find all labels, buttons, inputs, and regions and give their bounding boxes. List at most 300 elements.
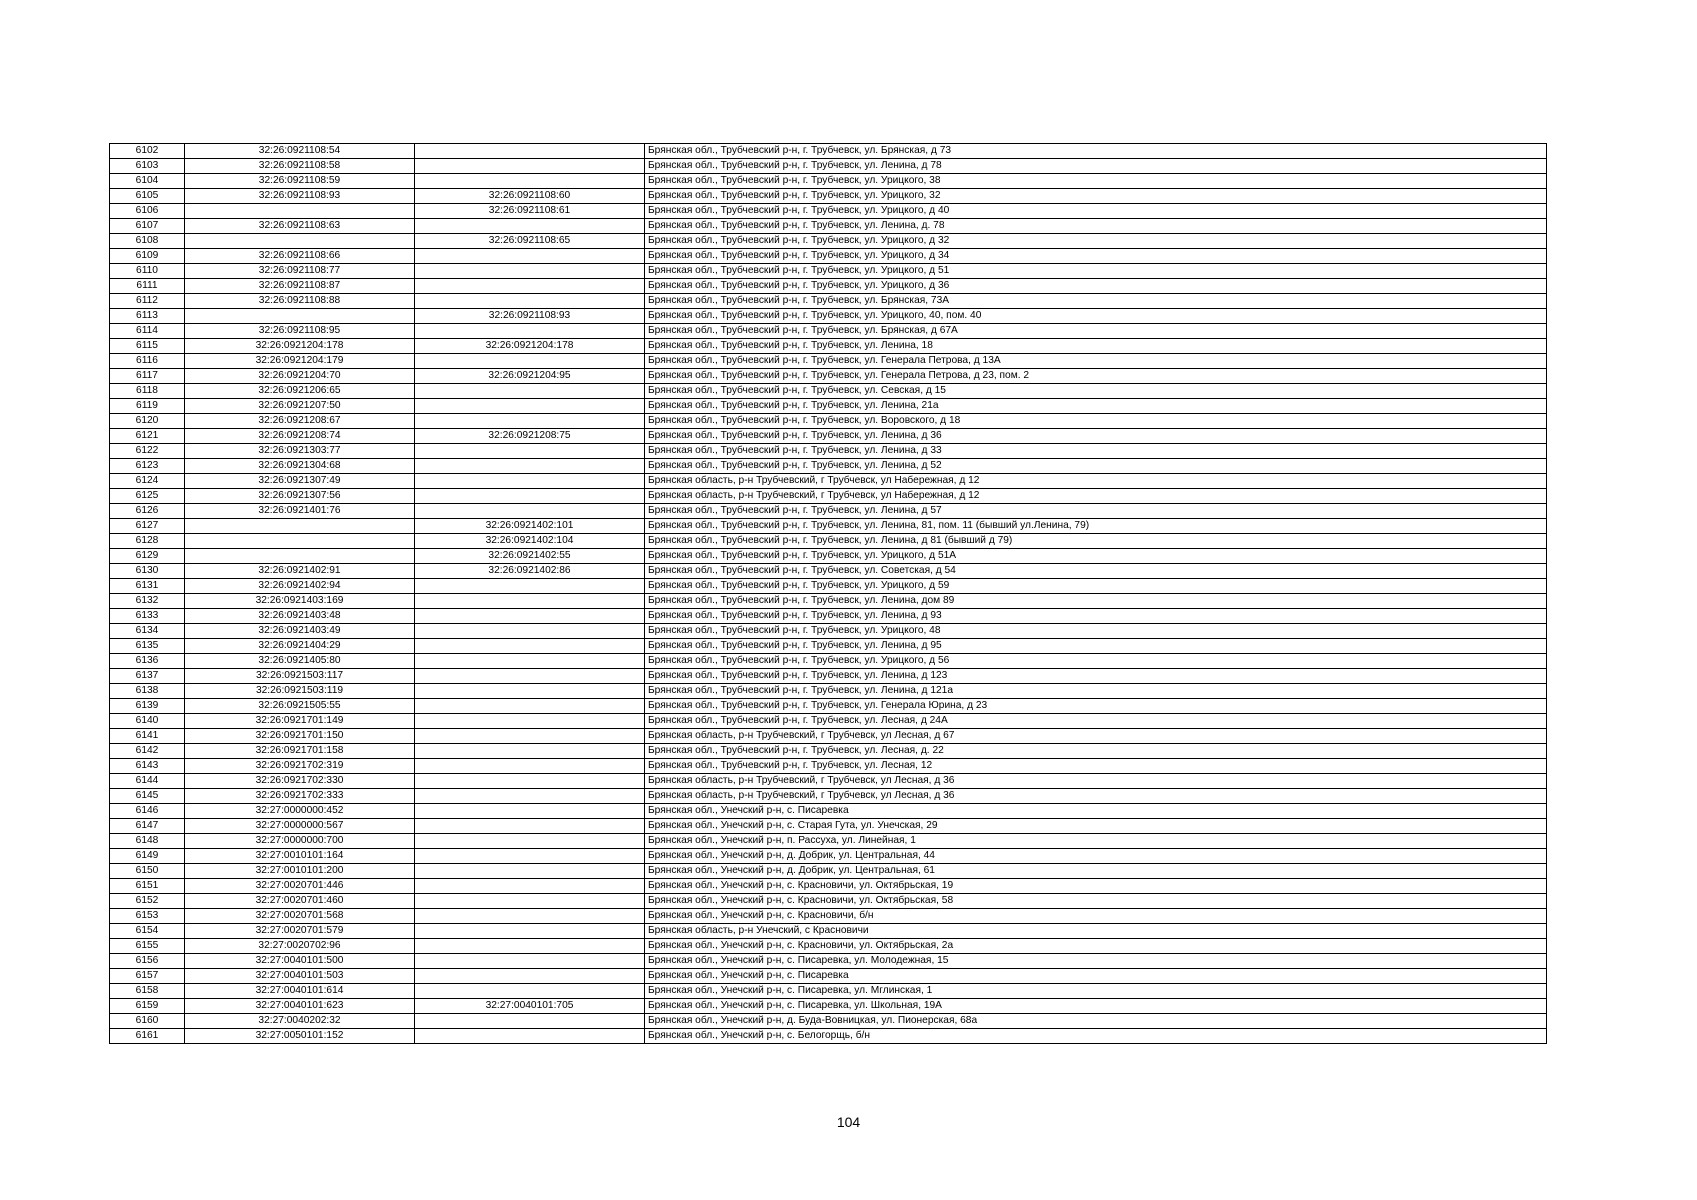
cadastral-number-cell: 32:27:0010101:200 (185, 864, 415, 879)
related-cadastral-number-cell (415, 609, 645, 624)
table-row (110, 159, 1547, 174)
related-cadastral-number-cell (415, 969, 645, 984)
row-number-cell: 6145 (110, 789, 185, 804)
address-cell: Брянская обл., Трубчевский р-н, г. Трубчевск, ул. Урицкого, д 36 (645, 279, 1547, 294)
cadastral-number-cell: 32:27:0040101:503 (185, 969, 415, 984)
row-number-cell: 6111 (110, 279, 185, 294)
address-cell: Брянская обл., Трубчевский р-н, г. Трубчевск, ул. Урицкого, 38 (645, 174, 1547, 189)
address-cell: Брянская обл., Трубчевский р-н, г. Трубчевск, ул. Ленина, д 121а (645, 684, 1547, 699)
cadastral-number-cell: 32:27:0000000:567 (185, 819, 415, 834)
table-row (110, 1014, 1547, 1029)
table-row (110, 429, 1547, 444)
row-number-cell: 6130 (110, 564, 185, 579)
related-cadastral-number-cell (415, 819, 645, 834)
address-cell: Брянская обл., Унечский р-н, с. Писаревка, ул. Школьная, 19А (645, 999, 1547, 1014)
row-number-cell: 6152 (110, 894, 185, 909)
row-number-cell: 6122 (110, 444, 185, 459)
address-cell: Брянская обл., Трубчевский р-н, г. Трубчевск, ул. Ленина, 21а (645, 399, 1547, 414)
address-cell: Брянская область, р-н Трубчевский, г Трубчевск, ул Набережная, д 12 (645, 474, 1547, 489)
cadastral-number-cell: 32:26:0921108:87 (185, 279, 415, 294)
cadastral-number-cell: 32:26:0921401:76 (185, 504, 415, 519)
records-table-body (110, 144, 1547, 1044)
address-cell: Брянская обл., Трубчевский р-н, г. Трубчевск, ул. Севская, д 15 (645, 384, 1547, 399)
related-cadastral-number-cell (415, 804, 645, 819)
row-number-cell: 6131 (110, 579, 185, 594)
address-cell: Брянская обл., Трубчевский р-н, г. Трубчевск, ул. Урицкого, д 59 (645, 579, 1547, 594)
row-number-cell: 6146 (110, 804, 185, 819)
address-cell: Брянская обл., Трубчевский р-н, г. Трубчевск, ул. Ленина, д 93 (645, 609, 1547, 624)
address-cell: Брянская обл., Унечский р-н, с. Белогорщь, б/н (645, 1029, 1547, 1044)
related-cadastral-number-cell (415, 849, 645, 864)
row-number-cell: 6109 (110, 249, 185, 264)
row-number-cell: 6141 (110, 729, 185, 744)
related-cadastral-number-cell (415, 924, 645, 939)
row-number-cell: 6147 (110, 819, 185, 834)
cadastral-number-cell: 32:26:0921204:178 (185, 339, 415, 354)
related-cadastral-number-cell (415, 174, 645, 189)
address-cell: Брянская обл., Трубчевский р-н, г. Трубчевск, ул. Урицкого, д 51 (645, 264, 1547, 279)
related-cadastral-number-cell (415, 294, 645, 309)
row-number-cell: 6124 (110, 474, 185, 489)
cadastral-number-cell: 32:26:0921702:319 (185, 759, 415, 774)
row-number-cell: 6112 (110, 294, 185, 309)
table-row (110, 609, 1547, 624)
table-row (110, 999, 1547, 1014)
row-number-cell: 6149 (110, 849, 185, 864)
cadastral-number-cell: 32:26:0921702:330 (185, 774, 415, 789)
address-cell: Брянская обл., Трубчевский р-н, г. Трубчевск, ул. Урицкого, 48 (645, 624, 1547, 639)
page-number: 104 (836, 1114, 861, 1130)
table-row (110, 1029, 1547, 1044)
row-number-cell: 6126 (110, 504, 185, 519)
table-row (110, 249, 1547, 264)
address-cell: Брянская обл., Унечский р-н, с. Красновичи, ул. Октябрьская, 58 (645, 894, 1547, 909)
cadastral-number-cell: 32:27:0000000:452 (185, 804, 415, 819)
row-number-cell: 6159 (110, 999, 185, 1014)
table-row (110, 444, 1547, 459)
table-row (110, 354, 1547, 369)
cadastral-number-cell: 32:26:0921307:49 (185, 474, 415, 489)
related-cadastral-number-cell (415, 984, 645, 999)
related-cadastral-number-cell (415, 864, 645, 879)
cadastral-number-cell (185, 519, 415, 534)
table-row (110, 534, 1547, 549)
address-cell: Брянская обл., Трубчевский р-н, г. Трубчевск, ул. Урицкого, 32 (645, 189, 1547, 204)
address-cell: Брянская обл., Трубчевский р-н, г. Трубчевск, ул. Ленина, д 81 (бывший д 79) (645, 534, 1547, 549)
cadastral-number-cell: 32:26:0921108:93 (185, 189, 415, 204)
row-number-cell: 6160 (110, 1014, 185, 1029)
cadastral-number-cell: 32:27:0010101:164 (185, 849, 415, 864)
table-row (110, 339, 1547, 354)
cadastral-number-cell: 32:26:0921108:95 (185, 324, 415, 339)
address-cell: Брянская обл., Трубчевский р-н, г. Трубчевск, ул. Урицкого, д 40 (645, 204, 1547, 219)
cadastral-number-cell: 32:27:0020701:460 (185, 894, 415, 909)
related-cadastral-number-cell (415, 399, 645, 414)
row-number-cell: 6133 (110, 609, 185, 624)
table-row (110, 144, 1547, 159)
address-cell: Брянская область, р-н Трубчевский, г Трубчевск, ул Лесная, д 67 (645, 729, 1547, 744)
related-cadastral-number-cell (415, 459, 645, 474)
row-number-cell: 6138 (110, 684, 185, 699)
table-row (110, 624, 1547, 639)
row-number-cell: 6153 (110, 909, 185, 924)
address-cell: Брянская обл., Унечский р-н, с. Писаревка, ул. Молодежная, 15 (645, 954, 1547, 969)
row-number-cell: 6117 (110, 369, 185, 384)
table-row (110, 309, 1547, 324)
table-row (110, 729, 1547, 744)
related-cadastral-number-cell (415, 639, 645, 654)
related-cadastral-number-cell (415, 324, 645, 339)
row-number-cell: 6140 (110, 714, 185, 729)
row-number-cell: 6127 (110, 519, 185, 534)
cadastral-number-cell: 32:26:0921108:66 (185, 249, 415, 264)
table-row (110, 279, 1547, 294)
related-cadastral-number-cell (415, 624, 645, 639)
address-cell: Брянская обл., Трубчевский р-н, г. Трубчевск, ул. Ленина, д 52 (645, 459, 1547, 474)
row-number-cell: 6134 (110, 624, 185, 639)
address-cell: Брянская обл., Трубчевский р-н, г. Трубчевск, ул. Ленина, д 95 (645, 639, 1547, 654)
row-number-cell: 6107 (110, 219, 185, 234)
row-number-cell: 6103 (110, 159, 185, 174)
table-row (110, 399, 1547, 414)
table-row (110, 324, 1547, 339)
cadastral-number-cell (185, 549, 415, 564)
table-row (110, 924, 1547, 939)
row-number-cell: 6120 (110, 414, 185, 429)
related-cadastral-number-cell (415, 1029, 645, 1044)
table-row (110, 264, 1547, 279)
related-cadastral-number-cell (415, 939, 645, 954)
cadastral-number-cell: 32:26:0921108:88 (185, 294, 415, 309)
table-row (110, 894, 1547, 909)
related-cadastral-number-cell: 32:27:0040101:705 (415, 999, 645, 1014)
related-cadastral-number-cell (415, 909, 645, 924)
cadastral-number-cell: 32:26:0921307:56 (185, 489, 415, 504)
cadastral-number-cell (185, 234, 415, 249)
related-cadastral-number-cell: 32:26:0921204:178 (415, 339, 645, 354)
related-cadastral-number-cell: 32:26:0921108:61 (415, 204, 645, 219)
row-number-cell: 6156 (110, 954, 185, 969)
related-cadastral-number-cell: 32:26:0921108:60 (415, 189, 645, 204)
address-cell: Брянская обл., Унечский р-н, д. Добрик, ул. Центральная, 61 (645, 864, 1547, 879)
related-cadastral-number-cell (415, 879, 645, 894)
row-number-cell: 6143 (110, 759, 185, 774)
cadastral-number-cell: 32:26:0921701:158 (185, 744, 415, 759)
table-row (110, 369, 1547, 384)
row-number-cell: 6116 (110, 354, 185, 369)
related-cadastral-number-cell (415, 144, 645, 159)
related-cadastral-number-cell (415, 789, 645, 804)
table-row (110, 384, 1547, 399)
table-row (110, 879, 1547, 894)
table-row (110, 984, 1547, 999)
row-number-cell: 6105 (110, 189, 185, 204)
row-number-cell: 6123 (110, 459, 185, 474)
cadastral-number-cell: 32:26:0921402:91 (185, 564, 415, 579)
address-cell: Брянская обл., Трубчевский р-н, г. Трубчевск, ул. Ленина, д 123 (645, 669, 1547, 684)
address-cell: Брянская обл., Трубчевский р-н, г. Трубчевск, ул. Воровского, д 18 (645, 414, 1547, 429)
table-row (110, 504, 1547, 519)
related-cadastral-number-cell (415, 744, 645, 759)
cadastral-number-cell: 32:27:0020702:96 (185, 939, 415, 954)
table-row (110, 849, 1547, 864)
cadastral-number-cell: 32:27:0040101:623 (185, 999, 415, 1014)
table-row (110, 834, 1547, 849)
cadastral-number-cell: 32:26:0921108:54 (185, 144, 415, 159)
row-number-cell: 6119 (110, 399, 185, 414)
table-row (110, 174, 1547, 189)
cadastral-number-cell (185, 534, 415, 549)
cadastral-number-cell: 32:26:0921701:149 (185, 714, 415, 729)
related-cadastral-number-cell (415, 384, 645, 399)
cadastral-number-cell: 32:26:0921402:94 (185, 579, 415, 594)
row-number-cell: 6108 (110, 234, 185, 249)
address-cell: Брянская обл., Трубчевский р-н, г. Трубчевск, ул. Брянская, д 67А (645, 324, 1547, 339)
related-cadastral-number-cell (415, 159, 645, 174)
address-cell: Брянская обл., Трубчевский р-н, г. Трубчевск, ул. Урицкого, д 56 (645, 654, 1547, 669)
related-cadastral-number-cell (415, 894, 645, 909)
row-number-cell: 6113 (110, 309, 185, 324)
cadastral-number-cell: 32:26:0921108:58 (185, 159, 415, 174)
row-number-cell: 6155 (110, 939, 185, 954)
cadastral-number-cell: 32:26:0921204:70 (185, 369, 415, 384)
cadastral-number-cell: 32:26:0921403:169 (185, 594, 415, 609)
table-row (110, 519, 1547, 534)
row-number-cell: 6128 (110, 534, 185, 549)
address-cell: Брянская обл., Трубчевский р-н, г. Трубчевск, ул. Ленина, д 33 (645, 444, 1547, 459)
row-number-cell: 6142 (110, 744, 185, 759)
related-cadastral-number-cell (415, 414, 645, 429)
table-row (110, 909, 1547, 924)
cadastral-number-cell: 32:26:0921503:119 (185, 684, 415, 699)
address-cell: Брянская обл., Трубчевский р-н, г. Трубчевск, ул. Брянская, д 73 (645, 144, 1547, 159)
table-row (110, 744, 1547, 759)
table-row (110, 474, 1547, 489)
related-cadastral-number-cell (415, 759, 645, 774)
address-cell: Брянская обл., Трубчевский р-н, г. Трубчевск, ул. Ленина, д 57 (645, 504, 1547, 519)
related-cadastral-number-cell (415, 474, 645, 489)
related-cadastral-number-cell (415, 654, 645, 669)
address-cell: Брянская обл., Унечский р-н, д. Добрик, ул. Центральная, 44 (645, 849, 1547, 864)
row-number-cell: 6158 (110, 984, 185, 999)
address-cell: Брянская обл., Трубчевский р-н, г. Трубчевск, ул. Советская, д 54 (645, 564, 1547, 579)
row-number-cell: 6136 (110, 654, 185, 669)
address-cell: Брянская обл., Трубчевский р-н, г. Трубчевск, ул. Лесная, д 24А (645, 714, 1547, 729)
table-row (110, 564, 1547, 579)
row-number-cell: 6144 (110, 774, 185, 789)
table-row (110, 294, 1547, 309)
address-cell: Брянская обл., Трубчевский р-н, г. Трубчевск, ул. Урицкого, д 32 (645, 234, 1547, 249)
cadastral-number-cell (185, 204, 415, 219)
address-cell: Брянская обл., Трубчевский р-н, г. Трубчевск, ул. Ленина, 81, пом. 11 (бывший ул.Ленина, 79) (645, 519, 1547, 534)
related-cadastral-number-cell: 32:26:0921402:104 (415, 534, 645, 549)
address-cell: Брянская обл., Унечский р-н, с. Красновичи, ул. Октябрьская, 2а (645, 939, 1547, 954)
table-row (110, 414, 1547, 429)
related-cadastral-number-cell (415, 279, 645, 294)
address-cell: Брянская обл., Трубчевский р-н, г. Трубчевск, ул. Ленина, д 78 (645, 159, 1547, 174)
cadastral-number-cell: 32:26:0921208:74 (185, 429, 415, 444)
related-cadastral-number-cell (415, 219, 645, 234)
cadastral-number-cell: 32:27:0020701:579 (185, 924, 415, 939)
cadastral-number-cell: 32:26:0921404:29 (185, 639, 415, 654)
table-row (110, 699, 1547, 714)
row-number-cell: 6139 (110, 699, 185, 714)
address-cell: Брянская обл., Унечский р-н, д. Буда-Вовницкая, ул. Пионерская, 68а (645, 1014, 1547, 1029)
cadastral-number-cell (185, 309, 415, 324)
table-row (110, 804, 1547, 819)
related-cadastral-number-cell: 32:26:0921204:95 (415, 369, 645, 384)
related-cadastral-number-cell (415, 774, 645, 789)
table-row (110, 654, 1547, 669)
related-cadastral-number-cell: 32:26:0921402:55 (415, 549, 645, 564)
row-number-cell: 6104 (110, 174, 185, 189)
address-cell: Брянская обл., Трубчевский р-н, г. Трубчевск, ул. Ленина, д 36 (645, 429, 1547, 444)
cadastral-number-cell: 32:27:0040101:500 (185, 954, 415, 969)
cadastral-number-cell: 32:27:0040202:32 (185, 1014, 415, 1029)
address-cell: Брянская область, р-н Трубчевский, г Трубчевск, ул Набережная, д 12 (645, 489, 1547, 504)
table-row (110, 774, 1547, 789)
address-cell: Брянская область, р-н Трубчевский, г Трубчевск, ул Лесная, д 36 (645, 774, 1547, 789)
table-row (110, 189, 1547, 204)
row-number-cell: 6114 (110, 324, 185, 339)
table-row (110, 669, 1547, 684)
row-number-cell: 6137 (110, 669, 185, 684)
table-row (110, 684, 1547, 699)
row-number-cell: 6129 (110, 549, 185, 564)
related-cadastral-number-cell (415, 834, 645, 849)
cadastral-number-cell: 32:27:0040101:614 (185, 984, 415, 999)
address-cell: Брянская область, р-н Унечский, с Красновичи (645, 924, 1547, 939)
related-cadastral-number-cell: 32:26:0921108:65 (415, 234, 645, 249)
table-row (110, 204, 1547, 219)
address-cell: Брянская обл., Трубчевский р-н, г. Трубчевск, ул. Ленина, дом 89 (645, 594, 1547, 609)
address-cell: Брянская обл., Унечский р-н, п. Рассуха, ул. Линейная, 1 (645, 834, 1547, 849)
table-row (110, 954, 1547, 969)
related-cadastral-number-cell (415, 504, 645, 519)
row-number-cell: 6161 (110, 1029, 185, 1044)
related-cadastral-number-cell: 32:26:0921402:101 (415, 519, 645, 534)
address-cell: Брянская область, р-н Трубчевский, г Трубчевск, ул Лесная, д 36 (645, 789, 1547, 804)
address-cell: Брянская обл., Трубчевский р-н, г. Трубчевск, ул. Генерала Петрова, д 23, пом. 2 (645, 369, 1547, 384)
row-number-cell: 6154 (110, 924, 185, 939)
cadastral-number-cell: 32:27:0020701:446 (185, 879, 415, 894)
row-number-cell: 6135 (110, 639, 185, 654)
table-row (110, 819, 1547, 834)
row-number-cell: 6118 (110, 384, 185, 399)
table-row (110, 969, 1547, 984)
address-cell: Брянская обл., Унечский р-н, с. Писаревка (645, 804, 1547, 819)
cadastral-number-cell: 32:26:0921303:77 (185, 444, 415, 459)
address-cell: Брянская обл., Трубчевский р-н, г. Трубчевск, ул. Ленина, 18 (645, 339, 1547, 354)
table-row (110, 939, 1547, 954)
cadastral-number-cell: 32:26:0921108:59 (185, 174, 415, 189)
cadastral-number-cell: 32:26:0921204:179 (185, 354, 415, 369)
address-cell: Брянская обл., Трубчевский р-н, г. Трубчевск, ул. Урицкого, д 51А (645, 549, 1547, 564)
related-cadastral-number-cell (415, 354, 645, 369)
related-cadastral-number-cell (415, 669, 645, 684)
address-cell: Брянская обл., Унечский р-н, с. Красновичи, б/н (645, 909, 1547, 924)
cadastral-number-cell: 32:26:0921207:50 (185, 399, 415, 414)
related-cadastral-number-cell (415, 699, 645, 714)
address-cell: Брянская обл., Унечский р-н, с. Писаревка (645, 969, 1547, 984)
address-cell: Брянская обл., Трубчевский р-н, г. Трубчевск, ул. Урицкого, 40, пом. 40 (645, 309, 1547, 324)
table-row (110, 864, 1547, 879)
related-cadastral-number-cell (415, 954, 645, 969)
table-row (110, 234, 1547, 249)
cadastral-number-cell: 32:26:0921108:77 (185, 264, 415, 279)
table-row (110, 579, 1547, 594)
cadastral-number-cell: 32:26:0921403:49 (185, 624, 415, 639)
address-cell: Брянская обл., Унечский р-н, с. Писаревка, ул. Мглинская, 1 (645, 984, 1547, 999)
cadastral-number-cell: 32:26:0921206:65 (185, 384, 415, 399)
related-cadastral-number-cell (415, 579, 645, 594)
related-cadastral-number-cell: 32:26:0921108:93 (415, 309, 645, 324)
cadastral-number-cell: 32:26:0921208:67 (185, 414, 415, 429)
table-row (110, 549, 1547, 564)
related-cadastral-number-cell (415, 714, 645, 729)
row-number-cell: 6102 (110, 144, 185, 159)
address-cell: Брянская обл., Трубчевский р-н, г. Трубчевск, ул. Брянская, 73А (645, 294, 1547, 309)
related-cadastral-number-cell (415, 729, 645, 744)
cadastral-number-cell: 32:26:0921304:68 (185, 459, 415, 474)
address-cell: Брянская обл., Трубчевский р-н, г. Трубчевск, ул. Генерала Петрова, д 13А (645, 354, 1547, 369)
cadastral-number-cell: 32:26:0921403:48 (185, 609, 415, 624)
table-row (110, 594, 1547, 609)
row-number-cell: 6125 (110, 489, 185, 504)
address-cell: Брянская обл., Трубчевский р-н, г. Трубчевск, ул. Лесная, д. 22 (645, 744, 1547, 759)
table-row (110, 489, 1547, 504)
cadastral-number-cell: 32:26:0921505:55 (185, 699, 415, 714)
table-row (110, 639, 1547, 654)
related-cadastral-number-cell: 32:26:0921402:86 (415, 564, 645, 579)
address-cell: Брянская обл., Трубчевский р-н, г. Трубчевск, ул. Генерала Юрина, д 23 (645, 699, 1547, 714)
row-number-cell: 6150 (110, 864, 185, 879)
cadastral-number-cell: 32:26:0921108:63 (185, 219, 415, 234)
address-cell: Брянская обл., Трубчевский р-н, г. Трубчевск, ул. Лесная, 12 (645, 759, 1547, 774)
related-cadastral-number-cell (415, 444, 645, 459)
address-cell: Брянская обл., Трубчевский р-н, г. Трубчевск, ул. Ленина, д. 78 (645, 219, 1547, 234)
cadastral-number-cell: 32:26:0921405:80 (185, 654, 415, 669)
table-row (110, 219, 1547, 234)
row-number-cell: 6148 (110, 834, 185, 849)
related-cadastral-number-cell (415, 684, 645, 699)
row-number-cell: 6115 (110, 339, 185, 354)
row-number-cell: 6132 (110, 594, 185, 609)
row-number-cell: 6157 (110, 969, 185, 984)
row-number-cell: 6106 (110, 204, 185, 219)
row-number-cell: 6121 (110, 429, 185, 444)
table-row (110, 459, 1547, 474)
related-cadastral-number-cell (415, 264, 645, 279)
related-cadastral-number-cell (415, 249, 645, 264)
cadastral-number-cell: 32:27:0000000:700 (185, 834, 415, 849)
row-number-cell: 6151 (110, 879, 185, 894)
related-cadastral-number-cell: 32:26:0921208:75 (415, 429, 645, 444)
related-cadastral-number-cell (415, 1014, 645, 1029)
related-cadastral-number-cell (415, 489, 645, 504)
table-row (110, 759, 1547, 774)
table-row (110, 789, 1547, 804)
cadastral-number-cell: 32:26:0921701:150 (185, 729, 415, 744)
address-cell: Брянская обл., Трубчевский р-н, г. Трубчевск, ул. Урицкого, д 34 (645, 249, 1547, 264)
address-cell: Брянская обл., Унечский р-н, с. Красновичи, ул. Октябрьская, 19 (645, 879, 1547, 894)
row-number-cell: 6110 (110, 264, 185, 279)
cadastral-number-cell: 32:27:0050101:152 (185, 1029, 415, 1044)
address-cell: Брянская обл., Унечский р-н, с. Старая Гута, ул. Унечская, 29 (645, 819, 1547, 834)
table-row (110, 714, 1547, 729)
cadastral-number-cell: 32:26:0921503:117 (185, 669, 415, 684)
cadastral-number-cell: 32:26:0921702:333 (185, 789, 415, 804)
